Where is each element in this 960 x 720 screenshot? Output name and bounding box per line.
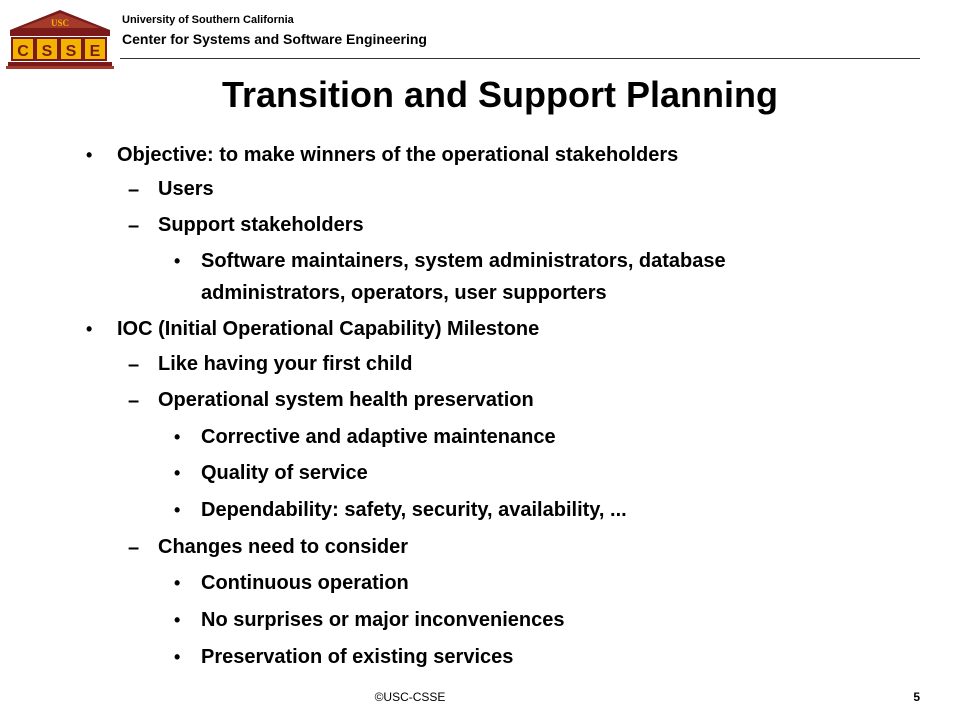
- bullet-marker: •: [174, 610, 181, 630]
- bullet-marker: •: [174, 573, 181, 593]
- logo-letter: C: [17, 43, 29, 60]
- bullet-item-continuation: administrators, operators, user supporters: [201, 282, 607, 304]
- page-number: 5: [913, 690, 920, 704]
- dash-marker: –: [128, 390, 140, 412]
- bullet-marker: •: [86, 145, 93, 165]
- bullet-marker: •: [174, 427, 181, 447]
- logo-letter: S: [41, 43, 53, 60]
- bullet-marker: •: [174, 463, 181, 483]
- bullet-item: Quality of service: [201, 462, 368, 484]
- bullet-marker: •: [174, 647, 181, 667]
- dash-marker: –: [128, 215, 140, 237]
- bullet-marker: •: [86, 319, 93, 339]
- bullet-marker: •: [174, 500, 181, 520]
- logo-letter: S: [65, 43, 77, 60]
- logo-top-text: USC: [50, 18, 70, 28]
- bullet-item: IOC (Initial Operational Capability) Milestone: [117, 318, 540, 340]
- center-name: Center for Systems and Software Engineering: [122, 31, 427, 47]
- bullet-item: Continuous operation: [201, 572, 409, 594]
- bullet-item: Dependability: safety, security, availability, ...: [201, 499, 627, 521]
- bullet-item: Preservation of existing services: [201, 646, 514, 668]
- dash-marker: –: [128, 354, 140, 376]
- bullet-marker: •: [174, 251, 181, 271]
- dash-marker: –: [128, 179, 140, 201]
- bullet-item: Objective: to make winners of the operational stakeholders: [117, 144, 679, 166]
- slide-title: Transition and Support Planning: [222, 74, 778, 115]
- bullet-item: Operational system health preservation: [158, 389, 534, 411]
- bullet-item: Changes need to consider: [158, 536, 409, 558]
- dash-marker: –: [128, 537, 140, 559]
- bullet-item: Support stakeholders: [158, 214, 364, 236]
- footer-copyright: ©USC-CSSE: [374, 690, 446, 704]
- university-name: University of Southern California: [122, 14, 294, 26]
- bullet-item: No surprises or major inconveniences: [201, 609, 565, 631]
- bullet-item: Corrective and adaptive maintenance: [201, 426, 556, 448]
- bullet-item: Software maintainers, system administrators, database: [201, 250, 726, 272]
- logo-letter: E: [89, 43, 101, 60]
- bullet-item: Like having your first child: [158, 353, 413, 375]
- bullet-item: Users: [158, 178, 214, 200]
